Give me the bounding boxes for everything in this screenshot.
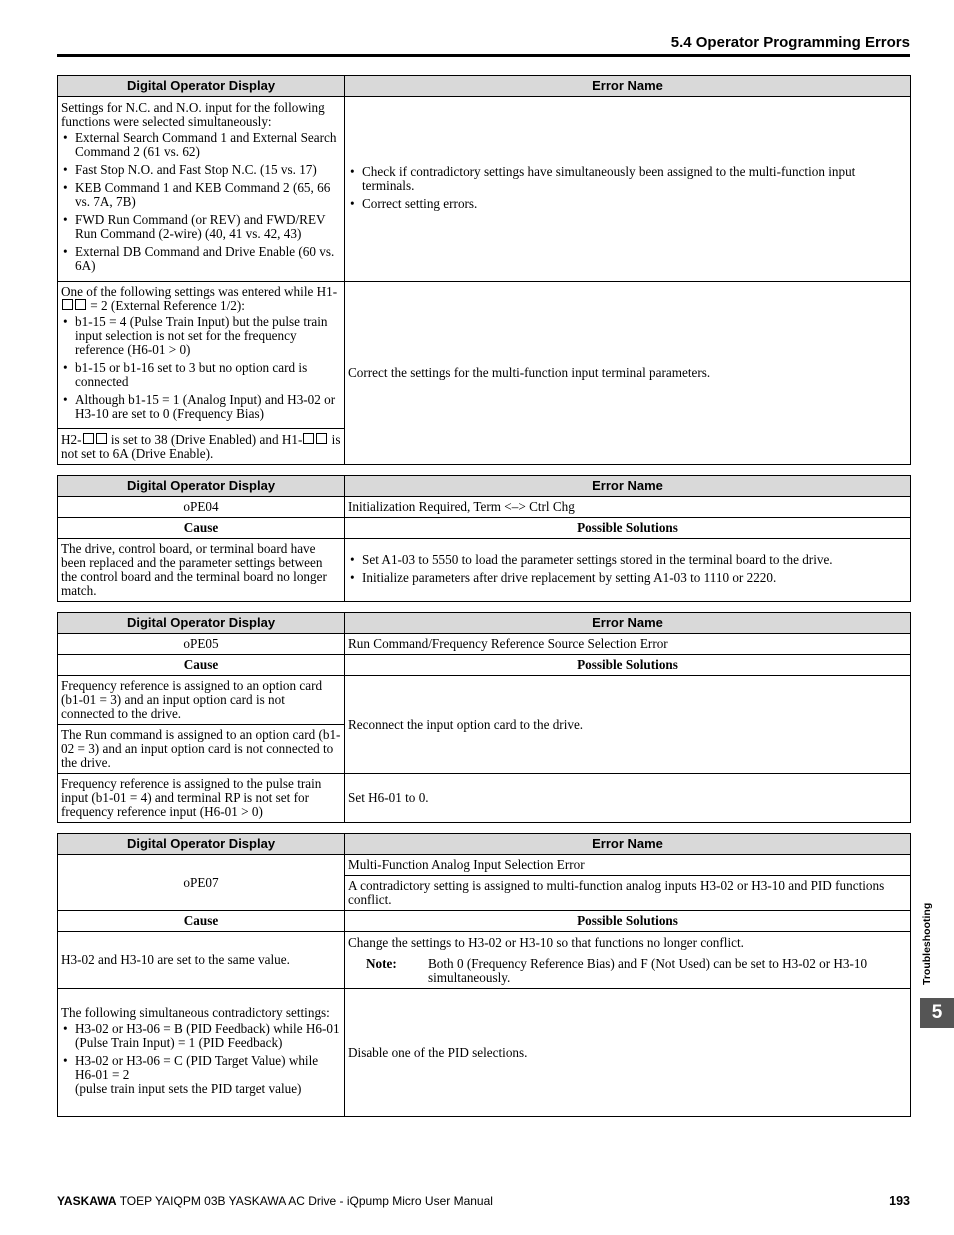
box-glyph-icon	[62, 299, 73, 310]
table-row	[58, 676, 911, 725]
column-header-solutions: Possible Solutions	[345, 655, 911, 676]
column-header-solutions: Possible Solutions	[345, 911, 911, 932]
box-glyph-icon	[96, 433, 107, 444]
cause-list	[61, 131, 341, 273]
list-item: • External DB Command and Drive Enable (60 vs. 6A)	[61, 245, 341, 273]
display-code: oPE05	[58, 634, 345, 655]
table-row	[58, 855, 911, 876]
table-row	[58, 497, 911, 518]
table-row	[58, 989, 911, 1117]
note	[348, 957, 907, 985]
table-row	[58, 282, 911, 429]
table-row	[58, 634, 911, 655]
box-glyph-icon	[303, 433, 314, 444]
cause-list	[61, 315, 341, 421]
cause-cell: The Run command is assigned to an option card (b1-02 = 3) and an input option card is not connected to the drive.	[58, 725, 345, 774]
table-header-row	[58, 476, 911, 497]
cause-list	[61, 1022, 341, 1096]
display-code: oPE04	[58, 497, 345, 518]
list-item: • b1-15 or b1-16 set to 3 but no option card is connected	[61, 361, 341, 389]
footer-brand: YASKAWA	[57, 1194, 117, 1208]
cause-intro-part: = 2 (External Reference 1/2):	[87, 298, 245, 313]
column-header-display: Digital Operator Display	[58, 613, 345, 634]
footer-manual	[57, 1194, 493, 1208]
solution-cell	[345, 97, 911, 282]
column-header-error: Error Name	[345, 613, 911, 634]
error-table-ope07	[57, 833, 911, 1117]
cause-cell	[58, 282, 345, 429]
column-header-error: Error Name	[345, 76, 911, 97]
list-item: • Correct setting errors.	[348, 197, 907, 211]
chapter-side-label: Troubleshooting	[921, 902, 933, 985]
list-item-line: (Pulse Train Input) = 1 (PID Feedback)	[75, 1034, 283, 1050]
cause-cell: H3-02 and H3-10 are set to the same value.	[58, 932, 345, 989]
section-title: 5.4 Operator Programming Errors	[670, 34, 910, 51]
solution-list	[348, 553, 907, 585]
error-name: Multi-Function Analog Input Selection Error	[345, 855, 911, 876]
column-header-error: Error Name	[345, 476, 911, 497]
table-subheader-row	[58, 518, 911, 539]
error-name: Run Command/Frequency Reference Source Selection Error	[345, 634, 911, 655]
table-header-row	[58, 613, 911, 634]
column-header-cause: Cause	[58, 655, 345, 676]
display-code: oPE07	[58, 855, 345, 911]
column-header-display: Digital Operator Display	[58, 834, 345, 855]
list-item-line: • H3-02 or H3-06 = B (PID Feedback) while H6-01	[75, 1020, 340, 1036]
cause-part: is set to 38 (Drive Enabled) and H1-	[107, 431, 303, 447]
column-header-cause: Cause	[58, 518, 345, 539]
cause-intro: The following simultaneous contradictory settings:	[61, 1004, 330, 1020]
solution-list	[348, 165, 907, 211]
table-row	[58, 774, 911, 823]
column-header-display: Digital Operator Display	[58, 76, 345, 97]
column-header-display: Digital Operator Display	[58, 476, 345, 497]
table-subheader-row	[58, 911, 911, 932]
solution-cell: Disable one of the PID selections.	[345, 989, 911, 1117]
cause-cell	[58, 429, 345, 465]
cause-intro-part: One of the following settings was entered while H1-	[61, 284, 338, 299]
list-item: • Although b1-15 = 1 (Analog Input) and H3-02 or H3-10 are set to 0 (Frequency Bias)	[61, 393, 341, 421]
error-description: A contradictory setting is assigned to multi-function analog inputs H3-02 or H3-10 and PID functions conflict.	[345, 876, 911, 911]
list-item: • FWD Run Command (or REV) and FWD/REV Run Command (2-wire) (40, 41 vs. 42, 43)	[61, 213, 341, 241]
list-item-line: (pulse train input sets the PID target value)	[75, 1080, 302, 1096]
note-label: Note:	[366, 955, 397, 971]
table-row	[58, 97, 911, 282]
solution-cell: Reconnect the input option card to the drive.	[345, 676, 911, 774]
footer-manual-title: TOEP YAIQPM 03B YASKAWA AC Drive - iQpump Micro User Manual	[116, 1194, 493, 1208]
cause-cell: Frequency reference is assigned to an option card (b1-01 = 3) and an input option card is not connected to the drive.	[58, 676, 345, 725]
list-item: • b1-15 = 4 (Pulse Train Input) but the pulse train input selection is not set for the frequency reference (H6-01 > 0)	[61, 315, 341, 357]
box-glyph-icon	[83, 433, 94, 444]
table-header-row	[58, 76, 911, 97]
cause-cell: Frequency reference is assigned to the pulse train input (b1-01 = 4) and terminal RP is not set for frequency reference input (H6-01 > 0)	[58, 774, 345, 823]
list-item	[61, 1054, 341, 1096]
chapter-tab: 5	[920, 998, 954, 1028]
list-item: • Check if contradictory settings have simultaneously been assigned to the multi-function input terminals.	[348, 165, 907, 193]
list-item-line: • H3-02 or H3-06 = C (PID Target Value) while H6-01 = 2	[75, 1052, 319, 1082]
error-table-ope04	[57, 475, 911, 602]
cause-cell: The drive, control board, or terminal board have been replaced and the parameter settings between the control board and the terminal board no longer match.	[58, 539, 345, 602]
cause-intro	[61, 285, 341, 313]
error-table-ope05	[57, 612, 911, 823]
list-item: • Set A1-03 to 5550 to load the parameter settings stored in the terminal board to the drive.	[348, 553, 907, 567]
solution-cell: Set H6-01 to 0.	[345, 774, 911, 823]
cause-cell	[58, 97, 345, 282]
page-number: 193	[889, 1194, 910, 1208]
solution-text: Change the settings to H3-02 or H3-10 so that functions no longer conflict.	[348, 934, 744, 950]
cause-part: H2-	[61, 431, 82, 447]
column-header-solutions: Possible Solutions	[345, 518, 911, 539]
header-rule	[57, 54, 910, 57]
list-item: • Initialize parameters after drive replacement by setting A1-03 to 1110 or 2220.	[348, 571, 907, 585]
box-glyph-icon	[316, 433, 327, 444]
list-item: • Fast Stop N.O. and Fast Stop N.C. (15 vs. 17)	[61, 163, 341, 177]
list-item: • KEB Command 1 and KEB Command 2 (65, 66 vs. 7A, 7B)	[61, 181, 341, 209]
table-row	[58, 539, 911, 602]
column-header-cause: Cause	[58, 911, 345, 932]
note-text: Both 0 (Frequency Reference Bias) and F (Not Used) can be set to H3-02 or H3-10 simultaneously.	[428, 955, 868, 985]
column-header-error: Error Name	[345, 834, 911, 855]
error-name: Initialization Required, Term <–> Ctrl Chg	[345, 497, 911, 518]
cause-cell	[58, 989, 345, 1117]
solution-cell: Correct the settings for the multi-function input terminal parameters.	[345, 282, 911, 465]
table-header-row	[58, 834, 911, 855]
cause-part: is not set to 6A (Drive Enable).	[61, 431, 341, 461]
table-subheader-row	[58, 655, 911, 676]
error-table-input-settings	[57, 75, 911, 465]
list-item	[61, 1022, 341, 1050]
table-row	[58, 932, 911, 989]
solution-cell	[345, 539, 911, 602]
box-glyph-icon	[75, 299, 86, 310]
list-item: • External Search Command 1 and External Search Command 2 (61 vs. 62)	[61, 131, 341, 159]
cause-intro: Settings for N.C. and N.O. input for the following functions were selected simultaneously:	[61, 100, 325, 129]
solution-cell	[345, 932, 911, 989]
